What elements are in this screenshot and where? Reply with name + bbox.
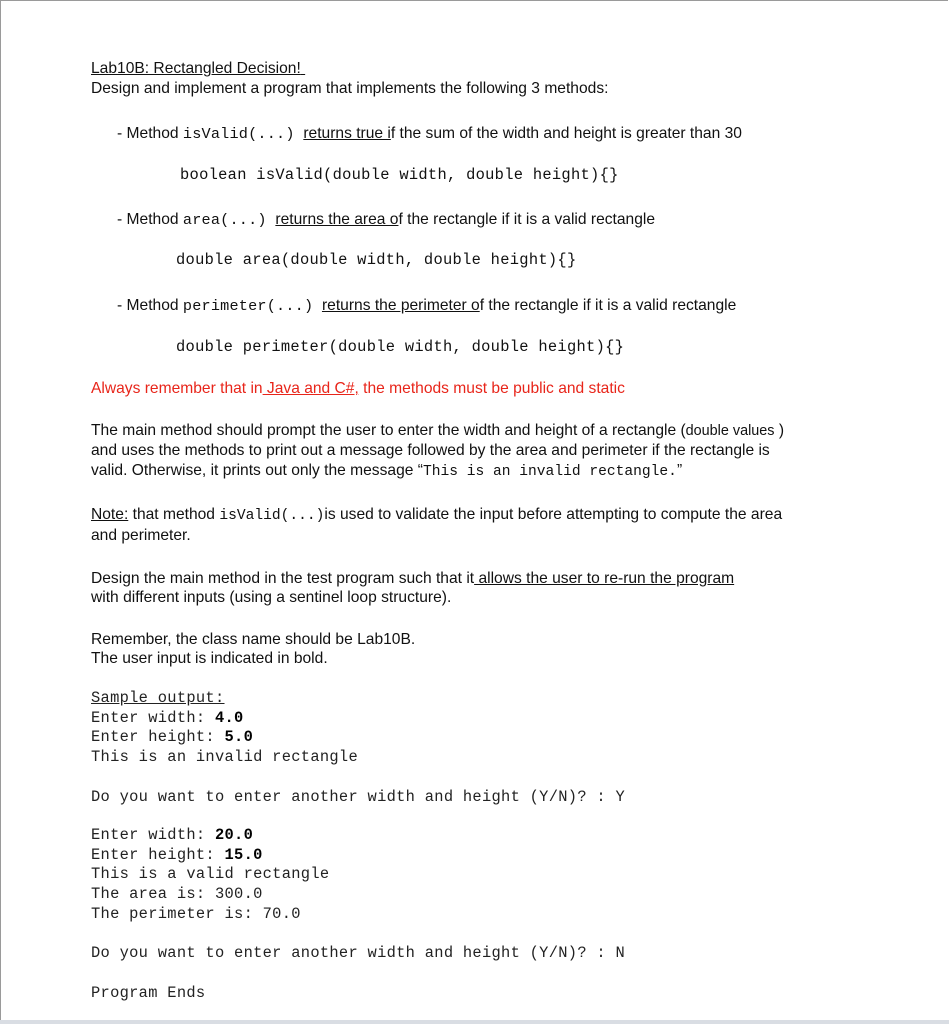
method-area-line: - Method area(...) returns the area of the rectangle if it is a valid rectangle <box>117 211 656 229</box>
main-para-line-2: and uses the methods to print out a message followed by the area and perimeter if the rectangle is <box>91 442 770 459</box>
remember-line-2: The user input is indicated in bold. <box>91 650 328 667</box>
method-isvalid-line: - Method isValid(...) returns true if the sum of the width and height is greater than 30 <box>117 125 742 143</box>
sample-width-prompt-1: Enter width: 4.0 <box>91 709 244 727</box>
sample-output-heading: Sample output: <box>91 689 225 707</box>
sample-again-2: Do you want to enter another width and height (Y/N)? : N <box>91 944 626 962</box>
method-isvalid-signature: boolean isValid(double width, double height){} <box>180 166 619 184</box>
public-static-reminder: Always remember that in Java and C#, the methods must be public and static <box>91 380 625 397</box>
main-para-line-1: The main method should prompt the user to enter the width and height of a rectangle (double values ) <box>91 422 785 439</box>
sample-perimeter: The perimeter is: 70.0 <box>91 905 301 923</box>
note-line-1: Note: that method isValid(...)is used to validate the input before attempting to compute the area <box>91 506 783 524</box>
sample-width-prompt-2: Enter width: 20.0 <box>91 826 254 844</box>
note-line-2: and perimeter. <box>91 527 191 544</box>
note-label: Note: <box>91 506 129 523</box>
design-line-1: Design the main method in the test program such that it allows the user to re-run the program <box>91 570 735 587</box>
method-perimeter-signature: double perimeter(double width, double height){} <box>176 338 625 356</box>
lab-title: Lab10B: Rectangled Decision! <box>91 60 301 77</box>
intro-text: Design and implement a program that implements the following 3 methods: <box>91 80 609 97</box>
sample-result-1: This is an invalid rectangle <box>91 748 359 766</box>
design-line-2: with different inputs (using a sentinel loop structure). <box>91 589 452 606</box>
method-perimeter-line: - Method perimeter(...) returns the perimeter of the rectangle if it is a valid rectangle <box>117 297 737 315</box>
sample-program-ends: Program Ends <box>91 984 206 1002</box>
remember-line-1: Remember, the class name should be Lab10B. <box>91 631 416 648</box>
main-para-line-3: valid. Otherwise, it prints out only the message “This is an invalid rectangle.” <box>91 462 683 480</box>
method-area-signature: double area(double width, double height){} <box>176 251 577 269</box>
sample-area: The area is: 300.0 <box>91 885 263 903</box>
sample-height-prompt-1: Enter height: 5.0 <box>91 728 254 746</box>
sample-again-1: Do you want to enter another width and height (Y/N)? : Y <box>91 788 626 806</box>
sample-result-2: This is a valid rectangle <box>91 865 330 883</box>
sample-height-prompt-2: Enter height: 15.0 <box>91 846 263 864</box>
